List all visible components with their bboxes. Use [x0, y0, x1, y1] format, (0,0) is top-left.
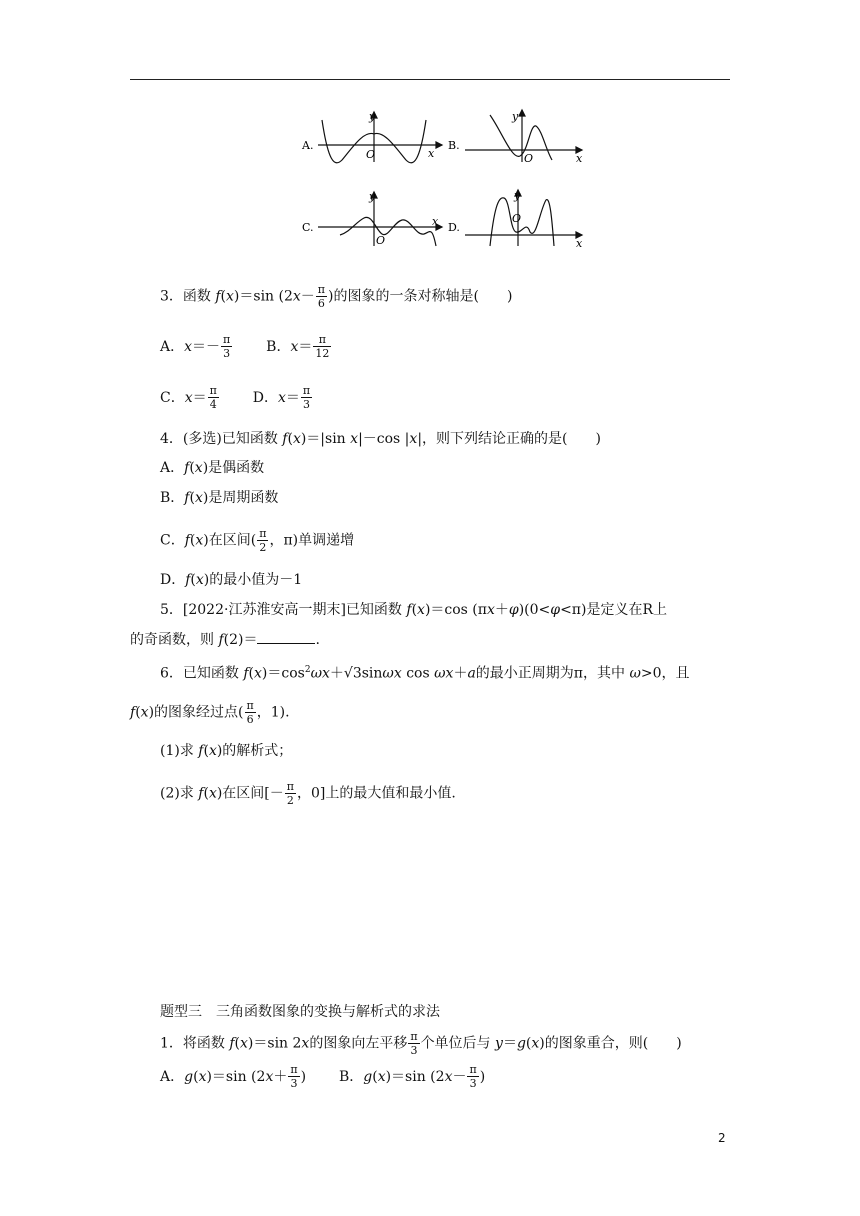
- q3-options-cd: [160, 384, 313, 411]
- q6-line1: 6．已知函数 $f(x)=\cos^2\omega x+√3\sin\omega x$ cos ωx＋a的最小正周期为π，其中 ω>0，且: [160, 665, 690, 682]
- option-a[interactable]: A．x＝－ $\frac{\pi}{3}$: [160, 333, 231, 360]
- q4-option-b[interactable]: B．f(x)是周期函数: [160, 490, 279, 506]
- option-d[interactable]: D．x＝ $\frac{\pi}{3}$: [252, 384, 311, 411]
- graph-d: [465, 190, 582, 246]
- q4-option-a[interactable]: A．f(x)是偶函数: [160, 460, 265, 476]
- option-b[interactable]: B．x＝ $\frac{\pi}{12}$: [266, 333, 330, 360]
- option-a[interactable]: A．g(x)＝sin (2x＋ $\frac{\pi}{3}$ ): [160, 1063, 307, 1090]
- q4-option-d[interactable]: D．f(x)的最小值为－1: [160, 572, 303, 588]
- svg-text:x: x: [428, 147, 435, 160]
- q3-options-ab: [160, 333, 332, 360]
- svg-text:y: y: [512, 110, 519, 123]
- s1-options-ab: [160, 1063, 485, 1090]
- svg-text:y: y: [369, 190, 376, 203]
- svg-text:y: y: [514, 189, 521, 202]
- graph-c-label: C.: [302, 221, 314, 234]
- svg-text:O: O: [376, 234, 386, 247]
- q6-part1: (1)求 f(x)的解析式；: [160, 743, 293, 759]
- q4-stem: 4．(多选)已知函数 f(x)＝|sin x|－cos |x|，则下列结论正确的是( ): [160, 431, 601, 447]
- svg-text:O: O: [366, 148, 376, 161]
- svg-text:x: x: [576, 152, 583, 165]
- graph-d-label: D.: [448, 221, 460, 234]
- svg-text:O: O: [512, 212, 522, 225]
- q6-line2: f(x)的图象经过点( $\frac{\pi}{6}$ ，1).: [130, 699, 290, 726]
- section-title: 题型三 三角函数图象的变换与解析式的求法: [160, 1004, 440, 1020]
- s1-stem: 1．将函数 f(x)＝sin 2x的图象向左平移 $\frac{\pi}{3}$ 个单位后与 y＝g(x)的图象重合，则( ): [160, 1030, 682, 1057]
- header-rule: [130, 79, 730, 80]
- page-number: 2: [718, 1131, 726, 1145]
- option-c[interactable]: C．x＝ $\frac{\pi}{4}$: [160, 384, 217, 411]
- graph-a-label: A.: [302, 139, 314, 152]
- q5-line2: 的奇函数，则 f(2)＝ .: [130, 632, 320, 648]
- graph-a: [318, 112, 442, 163]
- svg-text:O: O: [524, 152, 534, 165]
- answer-blank[interactable]: [257, 631, 315, 644]
- q5-line1: 5．[2022·江苏淮安高一期末]已知函数 f(x)＝cos (πx＋φ)(0<φ<π)是定义在R上: [160, 602, 667, 618]
- fraction: $\frac{\pi}{6}$: [317, 283, 326, 310]
- svg-text:x: x: [576, 237, 583, 250]
- q6-part2: (2)求 f(x)在区间[－ $\frac{\pi}{2}$ ，0]上的最大值和最小值.: [160, 780, 456, 807]
- q4-option-c[interactable]: C．f(x)在区间( $\frac{\pi}{2}$ ，π)单调递增: [160, 527, 355, 554]
- graph-b-label: B.: [448, 139, 460, 152]
- svg-text:x: x: [432, 215, 439, 228]
- svg-text:y: y: [369, 110, 376, 123]
- q3-stem: 3．函数 f(x)＝sin (2x－ $\frac{\pi}{6}$ )的图象的一条对称轴是( ): [160, 283, 513, 310]
- option-b[interactable]: B．g(x)＝sin (2x－ $\frac{\pi}{3}$ ): [338, 1063, 486, 1090]
- option-graphs-figure: [290, 100, 590, 252]
